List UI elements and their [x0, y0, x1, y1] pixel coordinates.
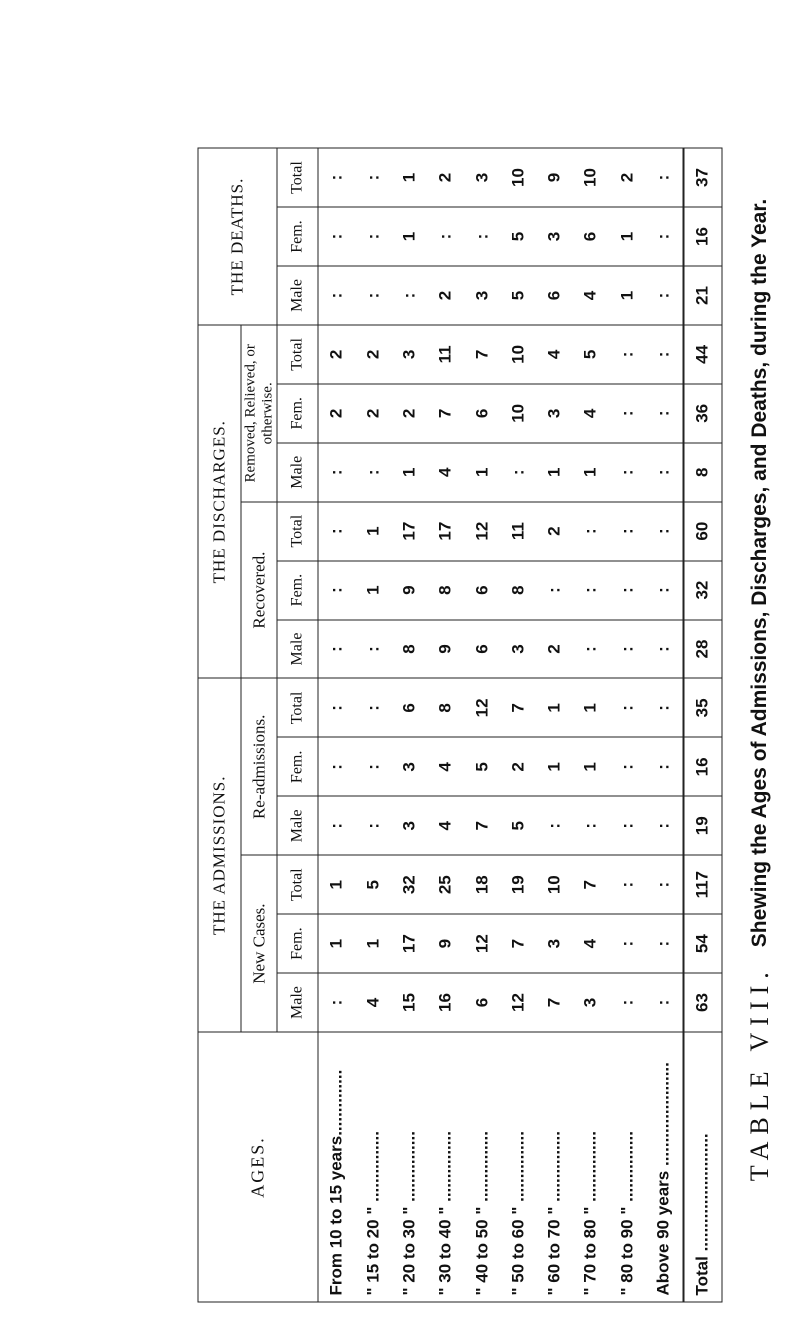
cell: 9: [536, 148, 572, 207]
cell: :: [391, 266, 427, 325]
discharges-header: THE DISCHARGES.: [198, 325, 241, 679]
cell: 4: [428, 796, 464, 855]
cell: 2: [536, 620, 572, 679]
total-cell: 36: [683, 384, 722, 443]
cell: :: [645, 973, 683, 1032]
cell: 1: [464, 443, 500, 502]
cell: :: [355, 148, 391, 207]
cell: 7: [573, 855, 609, 914]
age-label: " 80 to 90 " ...............: [609, 1032, 645, 1302]
cell: 7: [428, 384, 464, 443]
cell: 10: [573, 148, 609, 207]
cell: 3: [536, 384, 572, 443]
total-cell: 35: [683, 678, 722, 737]
cell: 3: [573, 973, 609, 1032]
cell: 1: [355, 502, 391, 561]
cell: 3: [536, 207, 572, 266]
cell: 6: [464, 973, 500, 1032]
table-caption: [730, 70, 790, 1310]
total-cell: 60: [683, 502, 722, 561]
table-row: [609, 148, 645, 1302]
cell: 2: [355, 325, 391, 384]
total-cell: 16: [683, 207, 722, 266]
cell: 1: [573, 443, 609, 502]
cell: 6: [464, 620, 500, 679]
table-title: Shewing the Ages of Admissions, Discharges, and Deaths, during the Year.: [748, 198, 771, 948]
cell: 4: [536, 325, 572, 384]
cell: 3: [464, 148, 500, 207]
cell: 1: [573, 737, 609, 796]
cell: 8: [428, 678, 464, 737]
age-label: " 30 to 40 " ...............: [428, 1032, 464, 1302]
cell: 3: [391, 737, 427, 796]
cell: 8: [428, 561, 464, 620]
cell: 2: [391, 384, 427, 443]
cell: 4: [428, 443, 464, 502]
cell: :: [645, 914, 683, 973]
cell: 6: [464, 384, 500, 443]
total-cell: 63: [683, 973, 722, 1032]
cell: 4: [428, 737, 464, 796]
cell: 1: [355, 561, 391, 620]
cell: :: [318, 561, 355, 620]
cell: :: [609, 678, 645, 737]
cell: 5: [500, 796, 536, 855]
cell: :: [609, 325, 645, 384]
cell: 1: [536, 737, 572, 796]
cell: :: [318, 620, 355, 679]
cell: :: [355, 796, 391, 855]
col-male: Male: [277, 796, 318, 855]
cell: :: [500, 443, 536, 502]
cell: 8: [500, 561, 536, 620]
cell: 11: [428, 325, 464, 384]
total-cell: 117: [683, 855, 722, 914]
cell: 5: [355, 855, 391, 914]
cell: :: [609, 561, 645, 620]
cell: 3: [536, 914, 572, 973]
cell: :: [573, 502, 609, 561]
cell: :: [464, 207, 500, 266]
totals-label: Total .........................: [683, 1032, 722, 1302]
cell: 1: [318, 855, 355, 914]
cell: 1: [536, 443, 572, 502]
cell: :: [318, 207, 355, 266]
cell: :: [318, 678, 355, 737]
table-container: [198, 148, 723, 1303]
cell: :: [609, 620, 645, 679]
cell: :: [609, 737, 645, 796]
cell: 6: [573, 207, 609, 266]
cell: :: [609, 855, 645, 914]
cell: :: [318, 737, 355, 796]
cell: 10: [500, 148, 536, 207]
cell: 11: [500, 502, 536, 561]
cell: 7: [464, 796, 500, 855]
cell: :: [355, 620, 391, 679]
cell: 6: [464, 561, 500, 620]
cell: :: [318, 973, 355, 1032]
col-total: Total: [277, 325, 318, 384]
table-row: [573, 148, 609, 1302]
table-row: [355, 148, 391, 1302]
col-fem: Fem.: [277, 561, 318, 620]
cell: 18: [464, 855, 500, 914]
table-row: [391, 148, 427, 1302]
total-cell: 28: [683, 620, 722, 679]
ages-table: [198, 148, 723, 1303]
cell: :: [355, 266, 391, 325]
totals-row: [683, 148, 722, 1302]
cell: :: [645, 148, 683, 207]
cell: 6: [536, 266, 572, 325]
cell: :: [645, 620, 683, 679]
cell: 7: [536, 973, 572, 1032]
cell: 3: [500, 620, 536, 679]
col-fem: Fem.: [277, 384, 318, 443]
cell: 7: [500, 678, 536, 737]
cell: 2: [428, 266, 464, 325]
cell: :: [609, 796, 645, 855]
cell: 7: [464, 325, 500, 384]
cell: 9: [428, 914, 464, 973]
cell: 9: [428, 620, 464, 679]
deaths-header: THE DEATHS.: [198, 148, 277, 325]
col-fem: Fem.: [277, 914, 318, 973]
new-cases-header: New Cases.: [241, 855, 277, 1032]
age-label: " 15 to 20 " ...............: [355, 1032, 391, 1302]
cell: :: [355, 737, 391, 796]
cell: :: [609, 384, 645, 443]
cell: :: [609, 914, 645, 973]
cell: 2: [428, 148, 464, 207]
cell: 5: [500, 207, 536, 266]
cell: 10: [500, 384, 536, 443]
cell: 2: [536, 502, 572, 561]
total-cell: 16: [683, 737, 722, 796]
cell: 2: [318, 384, 355, 443]
removed-header: Removed, Relieved, or otherwise.: [241, 325, 277, 502]
cell: 10: [500, 325, 536, 384]
cell: :: [318, 266, 355, 325]
total-cell: 21: [683, 266, 722, 325]
total-cell: 8: [683, 443, 722, 502]
cell: 17: [391, 502, 427, 561]
cell: 3: [464, 266, 500, 325]
col-total: Total: [277, 678, 318, 737]
col-male: Male: [277, 973, 318, 1032]
cell: 12: [464, 678, 500, 737]
ages-header: AGES.: [198, 1032, 318, 1302]
table-row: [536, 148, 572, 1302]
cell: 12: [464, 502, 500, 561]
cell: :: [645, 207, 683, 266]
table-row: [645, 148, 683, 1302]
total-cell: 19: [683, 796, 722, 855]
cell: 12: [500, 973, 536, 1032]
cell: :: [573, 620, 609, 679]
cell: 32: [391, 855, 427, 914]
cell: 5: [573, 325, 609, 384]
cell: :: [645, 796, 683, 855]
table-body: [318, 148, 722, 1302]
cell: :: [645, 502, 683, 561]
cell: 15: [391, 973, 427, 1032]
age-label: " 60 to 70 " ...............: [536, 1032, 572, 1302]
cell: 1: [318, 914, 355, 973]
readmissions-header: Re-admissions.: [241, 678, 277, 855]
cell: :: [428, 207, 464, 266]
cell: 1: [391, 148, 427, 207]
col-total: Total: [277, 148, 318, 207]
age-label: From 10 to 15 years..............: [318, 1032, 355, 1302]
total-cell: 37: [683, 148, 722, 207]
cell: 8: [391, 620, 427, 679]
cell: 17: [428, 502, 464, 561]
cell: 12: [464, 914, 500, 973]
cell: :: [645, 384, 683, 443]
age-label: " 40 to 50 " ...............: [464, 1032, 500, 1302]
cell: 1: [609, 266, 645, 325]
cell: 1: [355, 914, 391, 973]
cell: :: [536, 561, 572, 620]
cell: 3: [391, 796, 427, 855]
table-row: [500, 148, 536, 1302]
cell: 5: [500, 266, 536, 325]
age-label: Above 90 years ......................: [645, 1032, 683, 1302]
cell: 5: [464, 737, 500, 796]
total-cell: 44: [683, 325, 722, 384]
cell: :: [318, 148, 355, 207]
cell: 2: [609, 148, 645, 207]
cell: 7: [500, 914, 536, 973]
cell: 25: [428, 855, 464, 914]
cell: :: [645, 855, 683, 914]
col-total: Total: [277, 502, 318, 561]
cell: 9: [391, 561, 427, 620]
cell: :: [609, 443, 645, 502]
cell: :: [355, 207, 391, 266]
age-label: " 50 to 60 " ...............: [500, 1032, 536, 1302]
cell: 1: [609, 207, 645, 266]
table-row: [428, 148, 464, 1302]
recovered-header: Recovered.: [241, 502, 277, 679]
cell: 4: [573, 914, 609, 973]
col-fem: Fem.: [277, 737, 318, 796]
cell: :: [318, 796, 355, 855]
cell: 4: [573, 266, 609, 325]
total-cell: 54: [683, 914, 722, 973]
cell: 10: [536, 855, 572, 914]
table-row: [318, 148, 355, 1302]
cell: 4: [355, 973, 391, 1032]
cell: 1: [391, 207, 427, 266]
col-male: Male: [277, 443, 318, 502]
cell: 3: [391, 325, 427, 384]
age-label: " 20 to 30 " ...............: [391, 1032, 427, 1302]
col-male: Male: [277, 620, 318, 679]
cell: 1: [391, 443, 427, 502]
cell: :: [645, 737, 683, 796]
cell: 16: [428, 973, 464, 1032]
cell: :: [645, 561, 683, 620]
cell: 2: [500, 737, 536, 796]
cell: 4: [573, 384, 609, 443]
cell: :: [318, 502, 355, 561]
cell: 2: [318, 325, 355, 384]
table-row: [464, 148, 500, 1302]
cell: 17: [391, 914, 427, 973]
table-label: TABLE VIII.: [745, 965, 774, 1182]
cell: 6: [391, 678, 427, 737]
cell: :: [645, 678, 683, 737]
col-male: Male: [277, 266, 318, 325]
cell: :: [645, 266, 683, 325]
cell: :: [609, 502, 645, 561]
cell: :: [355, 443, 391, 502]
cell: 2: [355, 384, 391, 443]
cell: :: [573, 561, 609, 620]
cell: :: [645, 443, 683, 502]
total-cell: 32: [683, 561, 722, 620]
cell: 1: [536, 678, 572, 737]
age-label: " 70 to 80 " ...............: [573, 1032, 609, 1302]
cell: 19: [500, 855, 536, 914]
cell: :: [318, 443, 355, 502]
col-total: Total: [277, 855, 318, 914]
col-fem: Fem.: [277, 207, 318, 266]
admissions-header: THE ADMISSIONS.: [198, 678, 241, 1032]
cell: :: [645, 325, 683, 384]
cell: :: [536, 796, 572, 855]
cell: 1: [573, 678, 609, 737]
cell: :: [573, 796, 609, 855]
cell: :: [355, 678, 391, 737]
cell: :: [609, 973, 645, 1032]
